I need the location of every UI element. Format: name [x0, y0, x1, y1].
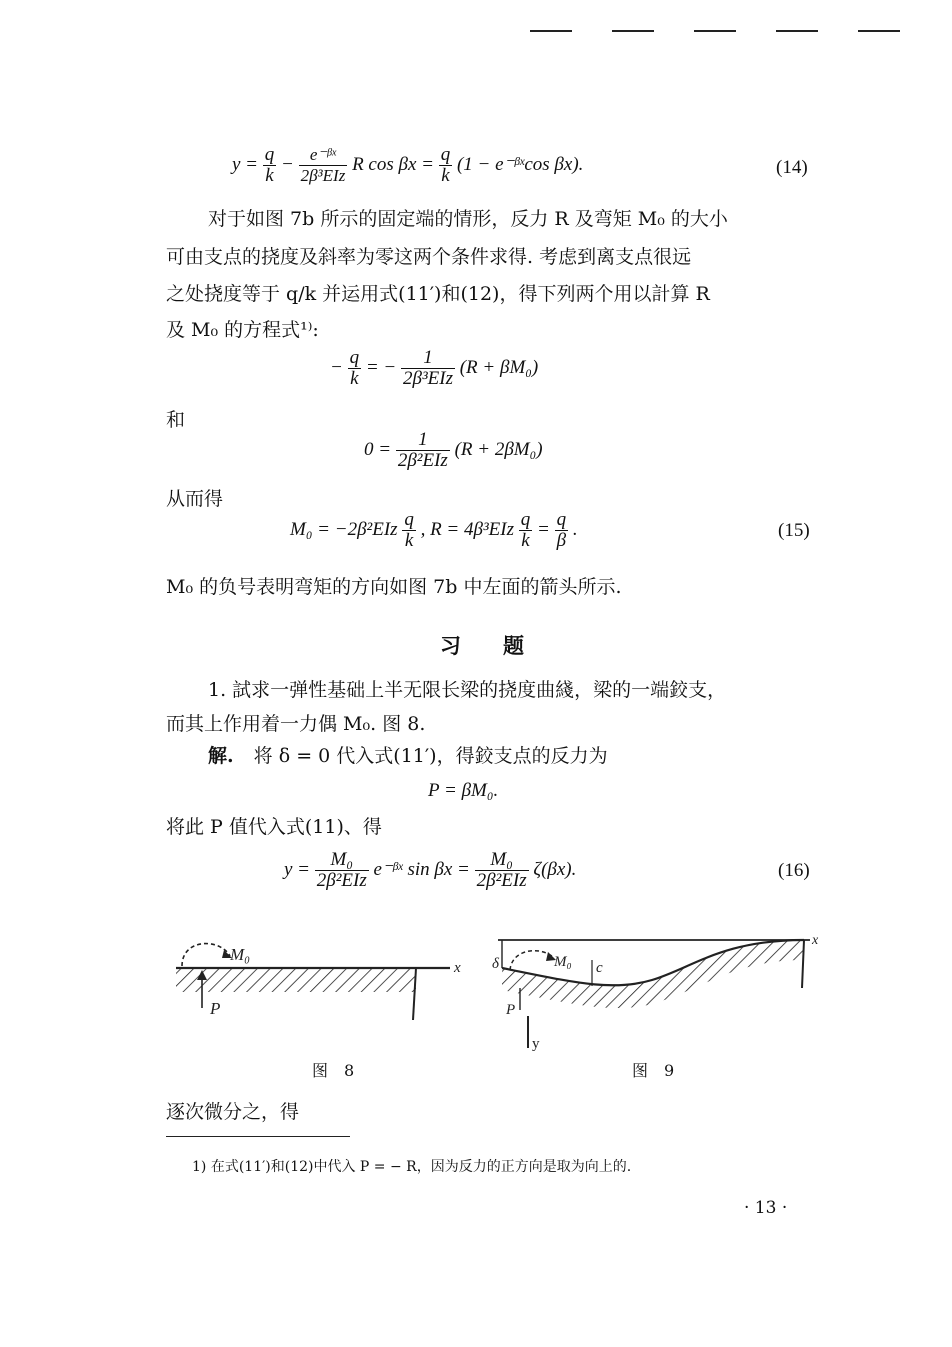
equation-reaction-slope: 0 = $\frac{1}{\text{2β²EIz}}$ (R + 2βM₀)	[364, 429, 543, 471]
paragraph-line: 1. 試求一弹性基础上半无限长梁的挠度曲綫，梁的一端鉸支，	[208, 679, 727, 701]
equation-number-15: (15)	[778, 520, 810, 541]
paragraph-line: 可由支点的挠度及斜率为零这两个条件求得. 考虑到离支点很远	[166, 246, 692, 268]
paragraph-line: 将此 P 值代入式(11)、得	[166, 816, 382, 838]
footnote: 1) 在式(11′)和(12)中代入 P = − R，因为反力的正方向是取为向上的.	[192, 1159, 632, 1175]
figure-9-caption: 图 9	[632, 1061, 675, 1080]
paragraph-line: 对于如图 7b 所示的固定端的情形，反力 R 及弯矩 M₀ 的大小	[208, 208, 728, 230]
paragraph-line: 逐次微分之，得	[166, 1101, 300, 1123]
equation-reaction-deflection: − $\frac{q}{k}$ = − $\frac{1}{\text{2β³EIz}}$ (R + βM₀)	[330, 347, 539, 389]
foundation-hatch	[502, 940, 804, 1008]
paragraph-line: 而其上作用着一力偶 M₀. 图 8.	[166, 713, 426, 735]
foundation-hatch	[176, 968, 416, 992]
fig9-c-label: c	[596, 960, 603, 976]
fig9-delta-label: δ	[492, 956, 499, 972]
equation-14: y = $\frac{q}{k}$ − $\frac{\text{e⁻ᵝˣ}}{\text{2β³EIz}}$ R cos βx = $\frac{q}{k}$ (1 − e⁻ᵝˣcos βx).	[232, 144, 584, 186]
figure-8-caption: 图 8	[312, 1061, 355, 1080]
fig9-moment-label: M₀	[554, 954, 572, 970]
connector-word: 和	[166, 409, 186, 431]
equation-number-14: (14)	[776, 157, 808, 178]
footnote-rule	[166, 1136, 350, 1137]
paragraph-line: 之处挠度等于 q/k 并运用式(11′)和(12)，得下列两个用以計算 R	[166, 283, 710, 305]
equation-15: M₀ = −2β²EIz $\frac{q}{k}$ , R = 4β³EIz $\frac{q}{k}$ = $\frac{q}{\beta}$ .	[290, 509, 578, 551]
paragraph-line: 及 M₀ 的方程式¹⁾:	[166, 319, 319, 341]
fig9-reaction-label: P	[506, 1002, 516, 1018]
top-rule-dash	[612, 30, 654, 32]
top-rule-dash	[858, 30, 900, 32]
equation-number-16: (16)	[778, 860, 810, 881]
paragraph-line: M₀ 的负号表明弯矩的方向如图 7b 中左面的箭头所示.	[166, 576, 622, 598]
top-rule-dash	[530, 30, 572, 32]
moment-arc	[182, 944, 230, 966]
solution-text: 将 δ = 0 代入式(11′)，得鉸支点的反力为	[253, 745, 608, 767]
figure-8	[168, 930, 478, 1040]
page-number: · 13 ·	[744, 1198, 788, 1218]
equation-16: y = $\frac{\text{M₀}}{\text{2β²EIz}}$ e⁻ᵝˣ sin βx = $\frac{\text{M₀}}{\text{2β²EIz}}$ ζ(βx).	[284, 849, 577, 891]
connector-word: 从而得	[166, 488, 224, 510]
equation-P: P = βM₀.	[428, 780, 499, 801]
fig8-moment-label: M₀	[230, 945, 251, 964]
figure-9	[492, 930, 832, 1060]
section-heading: 习 题	[440, 633, 524, 658]
fig8-reaction-label: P	[210, 999, 221, 1018]
solution-label: 解.	[208, 745, 234, 767]
top-rule-dash	[776, 30, 818, 32]
fig8-x-label: x	[454, 960, 461, 976]
fig9-y-label: y	[532, 1036, 540, 1052]
fig9-x-label: x	[812, 933, 819, 948]
solution-line	[208, 744, 608, 768]
top-rule-dash	[694, 30, 736, 32]
